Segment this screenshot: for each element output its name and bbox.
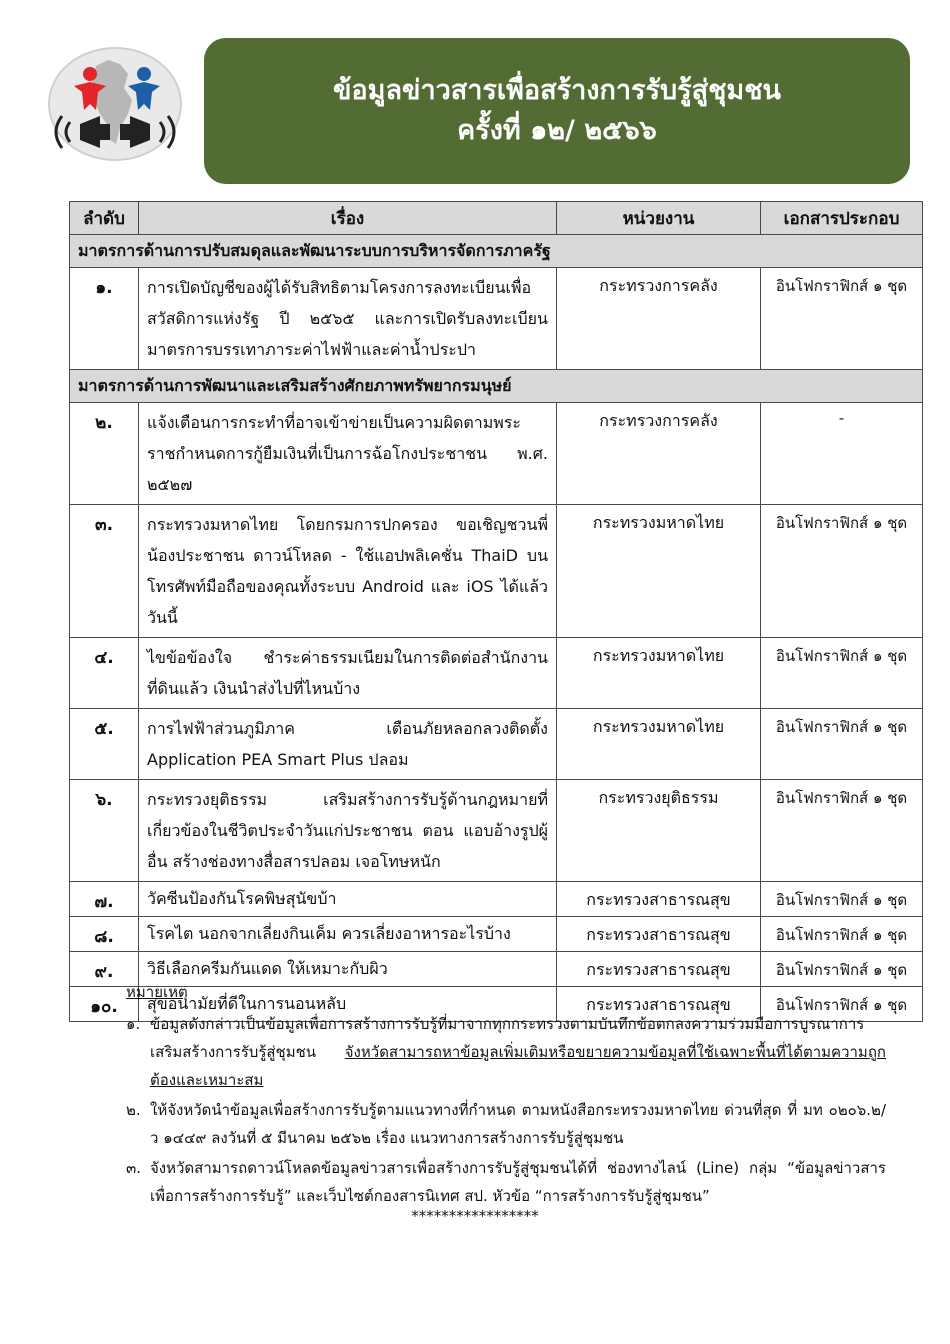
table-row	[70, 268, 923, 370]
table-header-row	[70, 202, 923, 235]
row-number: ๒.	[70, 403, 139, 505]
note-text: จังหวัดสามารถดาวน์โหลดข้อมูลข่าวสารเพื่อสร้างการรับรู้สู่ชุมชนได้ที่ ช่องทางไลน์ (Line) กลุ่ม “ข้อมูลข่าวสารเพื่อการสร้างการรับรู้” และเว็บไซต์กองสารนิเทศ สป. หัวข้อ “การสร้างการรับรู้สู่ชุมชน”	[150, 1159, 886, 1205]
row-agency: กระทรวงสาธารณสุข	[557, 882, 761, 917]
title-banner	[204, 38, 910, 184]
row-number: ๑.	[70, 268, 139, 370]
row-number: ๓.	[70, 505, 139, 638]
row-document: อินโฟกราฟิกส์ ๑ ชุด	[761, 505, 923, 638]
row-topic: การเปิดบัญชีของผู้ได้รับสิทธิตามโครงการลงทะเบียนเพื่อสวัสดิการแห่งรัฐ ปี ๒๕๖๕ และการเปิดรับลงทะเบียนมาตรการบรรเทาภาระค่าไฟฟ้าและค่าน้ำประปา	[139, 268, 557, 370]
row-topic: ไขข้อข้องใจ ชำระค่าธรรมเนียมในการติดต่อสำนักงานที่ดินแล้ว เงินนำส่งไปที่ไหนบ้าง	[139, 638, 557, 709]
section-row	[70, 235, 923, 268]
table-row	[70, 882, 923, 917]
row-document: อินโฟกราฟิกส์ ๑ ชุด	[761, 987, 923, 1022]
row-topic: วัคซีนป้องกันโรคพิษสุนัขบ้า	[139, 882, 557, 917]
row-agency: กระทรวงมหาดไทย	[557, 709, 761, 780]
col-header-topic: เรื่อง	[139, 202, 557, 235]
row-agency: กระทรวงสาธารณสุข	[557, 952, 761, 987]
section-row	[70, 370, 923, 403]
note-text: ให้จังหวัดนำข้อมูลเพื่อสร้างการรับรู้ตามแนวทางที่กำหนด ตามหนังสือกระทรวงมหาดไทย ด่วนที่สุด ที่ มท ๐๒๐๖.๒/ว ๑๔๔๙ ลงวันที่ ๕ มีนาคม ๒๕๖๒ เรื่อง แนวทางการสร้างการรับรู้สู่ชุมชน	[150, 1101, 886, 1147]
row-topic: กระทรวงมหาดไทย โดยกรมการปกครอง ขอเชิญชวนพี่น้องประชาชน ดาวน์โหลด - ใช้แอปพลิเคชั่น ThaiD บนโทรศัพท์มือถือของคุณทั้งระบบ Android และ iOS ได้แล้ววันนี้	[139, 505, 557, 638]
news-table	[69, 201, 923, 1022]
row-document: อินโฟกราฟิกส์ ๑ ชุด	[761, 709, 923, 780]
row-number: ๖.	[70, 780, 139, 882]
table-row	[70, 638, 923, 709]
note-underlined: จังหวัดสามารถหาข้อมูลเพิ่มเติมหรือขยายความข้อมูลที่ใช้เฉพาะพื้นที่ได้ตามความถูกต้องและเหมาะสม	[150, 1043, 886, 1089]
note-item	[126, 1096, 886, 1152]
table-row	[70, 709, 923, 780]
issue-number: ครั้งที่ ๑๒/ ๒๕๖๖	[457, 115, 657, 146]
row-document: -	[761, 403, 923, 505]
note-number: ๒.	[126, 1101, 141, 1119]
row-number: ๘.	[70, 917, 139, 952]
section-title: มาตรการด้านการปรับสมดุลและพัฒนาระบบการบริหารจัดการภาครัฐ	[70, 235, 923, 268]
row-agency: กระทรวงสาธารณสุข	[557, 987, 761, 1022]
row-agency: กระทรวงการคลัง	[557, 268, 761, 370]
row-topic: กระทรวงยุติธรรม เสริมสร้างการรับรู้ด้านกฎหมายที่เกี่ยวข้องในชีวิตประจำวันแก่ประชาชน ตอน แอบอ้างรูปผู้อื่น สร้างช่องทางสื่อสารปลอม เจอโทษหนัก	[139, 780, 557, 882]
row-agency: กระทรวงการคลัง	[557, 403, 761, 505]
row-topic: แจ้งเตือนการกระทำที่อาจเข้าข่ายเป็นความผิดตามพระราชกำหนดการกู้ยืมเงินที่เป็นการฉ้อโกงประชาชน พ.ศ. ๒๕๒๗	[139, 403, 557, 505]
section-title: มาตรการด้านการพัฒนาและเสริมสร้างศักยภาพทรัพยากรมนุษย์	[70, 370, 923, 403]
row-document: อินโฟกราฟิกส์ ๑ ชุด	[761, 638, 923, 709]
row-document: อินโฟกราฟิกส์ ๑ ชุด	[761, 882, 923, 917]
col-header-document: เอกสารประกอบ	[761, 202, 923, 235]
table-row	[70, 403, 923, 505]
row-number: ๑๐.	[70, 987, 139, 1022]
notes-section	[126, 980, 886, 1212]
row-topic: สุขอนามัยที่ดีในการนอนหลับ	[139, 987, 557, 1022]
table-row	[70, 917, 923, 952]
row-document: อินโฟกราฟิกส์ ๑ ชุด	[761, 917, 923, 952]
end-mark: *****************	[411, 1207, 539, 1225]
row-number: ๗.	[70, 882, 139, 917]
row-topic: การไฟฟ้าส่วนภูมิภาค เตือนภัยหลอกลวงติดตั้ง Application PEA Smart Plus ปลอม	[139, 709, 557, 780]
page-title: ข้อมูลข่าวสารเพื่อสร้างการรับรู้สู่ชุมชน	[332, 75, 782, 106]
row-document: อินโฟกราฟิกส์ ๑ ชุด	[761, 952, 923, 987]
note-text	[150, 1010, 886, 1094]
row-agency: กระทรวงสาธารณสุข	[557, 917, 761, 952]
row-topic: โรคไต นอกจากเลี่ยงกินเค็ม ควรเลี่ยงอาหารอะไรบ้าง	[139, 917, 557, 952]
col-header-agency: หน่วยงาน	[557, 202, 761, 235]
row-number: ๔.	[70, 638, 139, 709]
row-agency: กระทรวงยุติธรรม	[557, 780, 761, 882]
table-row	[70, 780, 923, 882]
note-body: ข้อมูลดังกล่าวเป็นข้อมูลเพื่อการสร้างการรับรู้ที่มาจากทุกกระทรวงตามบันทึกข้อตกลงความร่วมมือการบูรณาการเสริมสร้างการรับรู้สู่ชุมชน	[150, 1015, 865, 1061]
table-row	[70, 505, 923, 638]
note-item	[126, 1010, 886, 1094]
row-topic: วิธีเลือกครีมกันแดด ให้เหมาะกับผิว	[139, 952, 557, 987]
row-agency: กระทรวงมหาดไทย	[557, 505, 761, 638]
note-number: ๑.	[126, 1015, 141, 1033]
row-document: อินโฟกราฟิกส์ ๑ ชุด	[761, 268, 923, 370]
note-number: ๓.	[126, 1159, 142, 1177]
row-number: ๙.	[70, 952, 139, 987]
row-agency: กระทรวงมหาดไทย	[557, 638, 761, 709]
row-number: ๕.	[70, 709, 139, 780]
community-broadcast-logo	[44, 44, 186, 162]
note-item	[126, 1154, 886, 1210]
row-document: อินโฟกราฟิกส์ ๑ ชุด	[761, 780, 923, 882]
notes-heading: หมายเหตุ	[126, 983, 188, 1001]
col-header-order: ลำดับ	[70, 202, 139, 235]
